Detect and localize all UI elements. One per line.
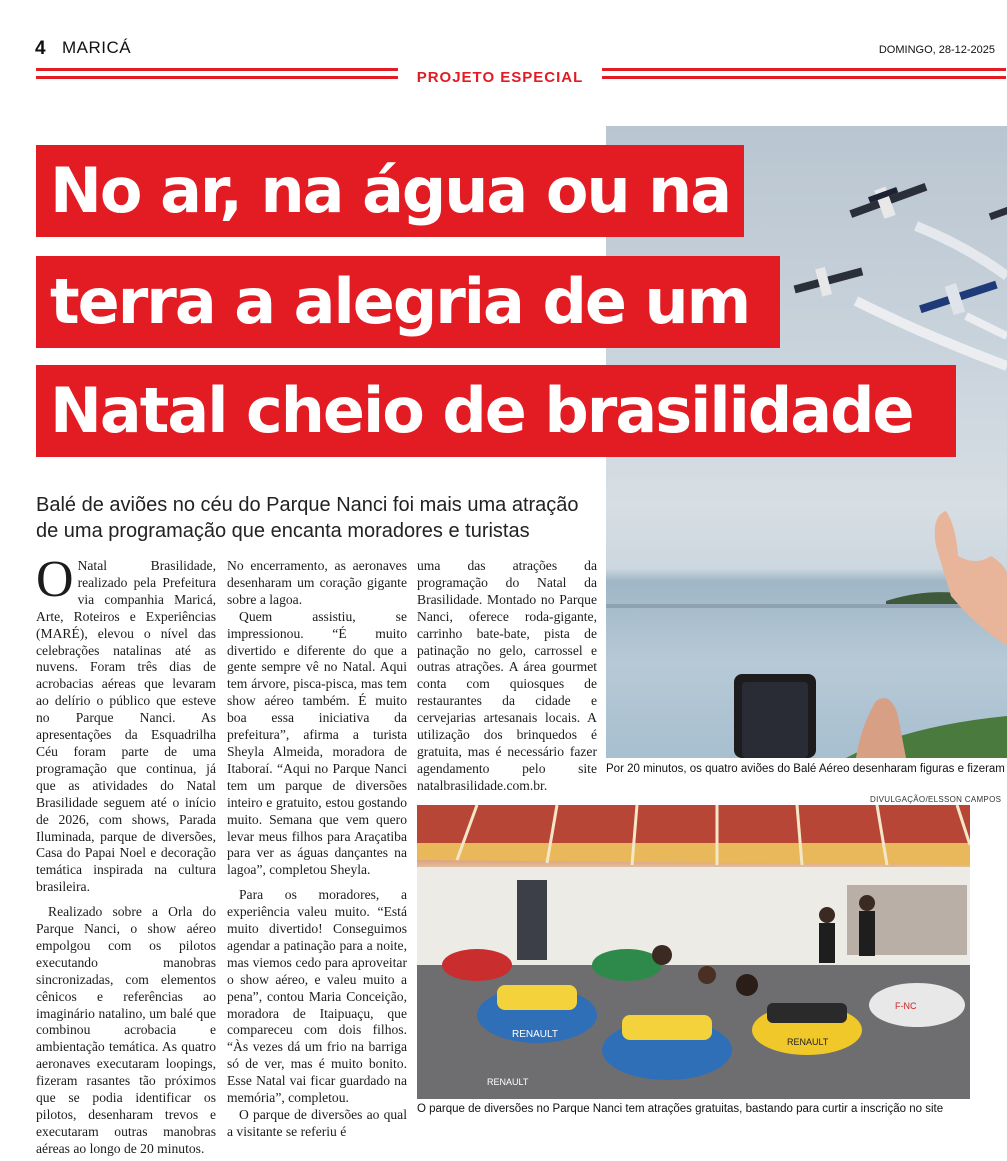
- plane-4: [989, 203, 1007, 220]
- car-label: RENAULT: [487, 1077, 529, 1087]
- article-paragraph: [36, 551, 216, 896]
- plane-1: [846, 174, 931, 230]
- headline-text-2: terra a alegria de um: [50, 265, 750, 338]
- car-label: RENAULT: [787, 1037, 829, 1047]
- car-label: RENAULT: [512, 1029, 558, 1040]
- article-paragraph: uma das atrações da programação do Natal da Brasilidade. Montado no Parque Nanci, oferece roda-gigante, carrinho bate-bate, pista de patinação no gelo, carrossel e outras atrações. A área gourmet conta com quiosques de restaurantes da cidade e cervejarias artesanais locais. A utilização dos brinquedos é gratuita, mas é necessário fazer agendamento pelo site natalbrasilidade.com.br.: [417, 558, 597, 793]
- article-column-2: [227, 558, 407, 1141]
- article-paragraph: Quem assistiu, se impressionou. “É muito divertido e diferente do que a gente sempre vê no Natal. Aqui tem árvore, pisca-pisca, mas tem show aéreo também. É muito boa essa iniciativa da prefeitura”, afirma a turista Sheyla Almeida, moradora de Itaboraí. “Aqui no Parque Nanci tem um parque de diversões inteiro e gratuito, estou gostando muito. Semana que vem quero levar meus filhos para Araçatiba para ver as águas dançantes na lagoa”, completou Sheyla.: [227, 608, 407, 878]
- section-tag: [398, 64, 602, 92]
- drop-cap: O: [36, 551, 74, 608]
- car-label: F-NC: [895, 1001, 917, 1011]
- page-number: 4: [35, 38, 46, 59]
- article-paragraph: O parque de diversões ao qual a visitante se referiu é: [227, 1107, 407, 1139]
- article-paragraph: Realizado sobre a Orla do Parque Nanci, o show aéreo empolgou com os pilotos executando manobras sincronizadas, com elementos cênicos e referências ao imaginário natalino, um balé que combinou acrobacia e ambientação temática. As quatro aeronaves executaram loopings, fizeram rasantes tão próximos que se podia identificar os pilotos, desenharam trevos e executaram outras manobras aéreas ao longo de 20 minutos.: [36, 904, 216, 1156]
- bumper-car-white: [869, 983, 965, 1027]
- subtitle: [36, 492, 606, 544]
- edition-date: DOMINGO, 28-12-2025: [878, 44, 995, 56]
- section-name: MARICÁ: [62, 38, 132, 57]
- paragraph-text: Natal Brasilidade, realizado pela Prefeitura via companhia Maricá, Arte, Roteiros e Experiências (MARÉ), elevou o nível das celebrações natalinas até as nuvens. Foram três dias de acrobacias aéreas que levaram ao delírio o público que esteve no Parque Nanci. As apresentações da Esquadrilha Céu foram parte de uma programação que continua, já que as atividades do Natal Brasilidade seguem até o início de 2026, com shows, Parada Iluminada, parque de diversões, Casa do Papai Noel e decoração temática inspirada na cultura brasileira.: [36, 558, 216, 895]
- plane-3: [916, 271, 1001, 324]
- subtitle-line-2: de uma programação que encanta moradores e turistas: [36, 520, 530, 542]
- headline-line-1: [36, 145, 744, 237]
- photo-caption-airshow: Por 20 minutos, os quatro aviões do Balé Aéreo desenharam figuras e fizeram: [606, 763, 1005, 775]
- article-column-3: [417, 558, 597, 795]
- article-column-1: [36, 551, 216, 1158]
- bumper-cars-illustration: [417, 805, 970, 1099]
- headline-text-1: No ar, na água ou na: [50, 154, 731, 227]
- article-paragraph: Para os moradores, a experiência valeu muito. “Está muito divertido! Conseguimos agendar a patinação para a noite, mas viemos cedo para aproveitar o show aéreo, e valeu muito a pena”, contou Maria Conceição, moradora de Itaipuaçu, que compareceu com dois filhos. “Às vezes dá um frio na barriga só de ver, mas é muito bonito. Esse Natal vai ficar guardado na memória”, completou.: [227, 887, 407, 1106]
- photo-caption-bumper-cars: O parque de diversões no Parque Nanci tem atrações gratuitas, bastando para curtir a inscrição no site: [417, 1103, 944, 1115]
- bumper-car-red: [442, 949, 512, 981]
- photo-credit: DIVULGAÇÃO/ELSSON CAMPOS: [870, 795, 1002, 804]
- bumper-cars-photo: [417, 805, 970, 1099]
- headline-text-3: Natal cheio de brasilidade: [50, 374, 913, 447]
- article-paragraph: No encerramento, as aeronaves desenharam um coração gigante sobre a lagoa.: [227, 558, 407, 607]
- plane-2: [791, 258, 866, 303]
- bumper-car-yellow: [752, 1003, 862, 1055]
- bumper-car-green: [592, 949, 662, 981]
- headline-line-2: [36, 256, 780, 348]
- headline-line-3: [36, 365, 956, 457]
- canopy: [417, 805, 970, 865]
- section-tag-label: PROJETO ESPECIAL: [416, 69, 584, 86]
- subtitle-line-1: Balé de aviões no céu do Parque Nanci foi mais uma atração: [36, 494, 579, 516]
